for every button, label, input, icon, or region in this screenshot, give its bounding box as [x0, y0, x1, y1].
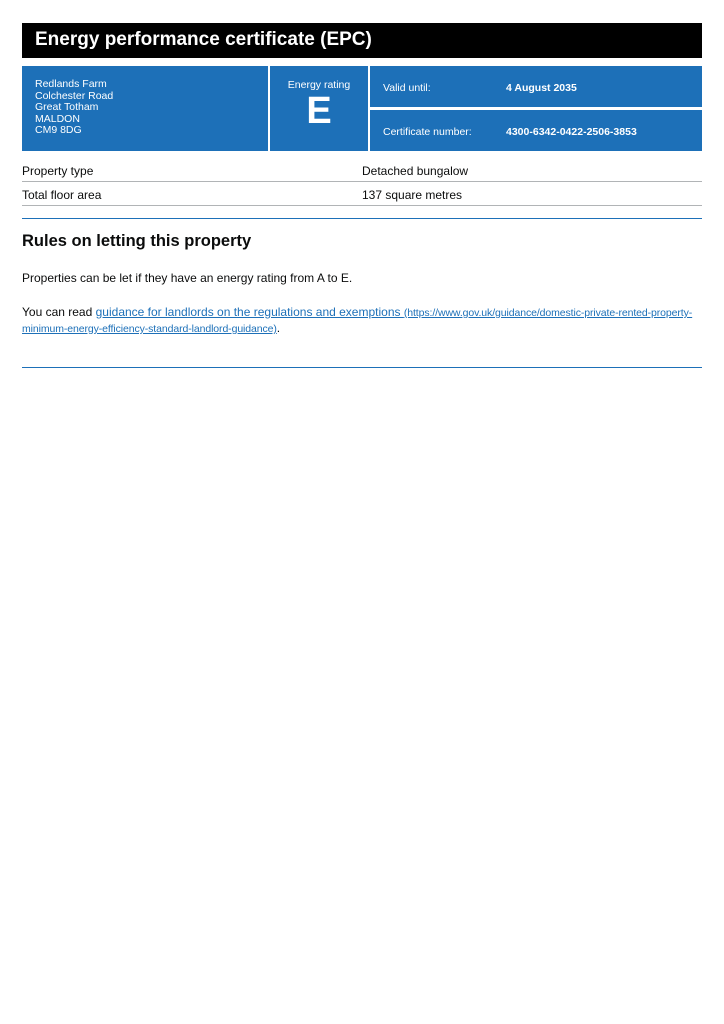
letting-rating-rule-text: Properties can be let if they have an energy rating from A to E. — [22, 271, 353, 285]
energy-rating-value: E — [306, 90, 332, 132]
valid-until-label: Valid until: — [383, 82, 431, 94]
address-line: MALDON — [35, 112, 80, 125]
property-type-label: Property type — [22, 164, 94, 178]
certificate-number-value: 4300-6342-0422-2506-3853 — [506, 126, 637, 138]
certificate-number-box — [370, 110, 702, 151]
landlord-guidance-link-url: (https://www.gov.uk/guidance/domestic-private-rented-property-minimum-energy-efficiency-standard-landlord-guidance) — [22, 307, 693, 335]
floor-area-row — [22, 184, 702, 206]
address-line: Great Totham — [35, 101, 99, 114]
property-type-row — [22, 160, 702, 182]
floor-area-label: Total floor area — [22, 188, 102, 202]
landlord-guidance-link-text: guidance for landlords on the regulations and exemptions — [95, 305, 401, 319]
section-divider — [22, 218, 702, 219]
letting-rules-heading: Rules on letting this property — [22, 232, 252, 250]
valid-until-box — [370, 66, 702, 107]
property-address — [22, 66, 268, 151]
address-line: CM9 8DG — [35, 124, 82, 137]
floor-area-value: 137 square metres — [362, 188, 463, 202]
valid-until-value: 4 August 2035 — [506, 82, 577, 94]
certificate-number-label: Certificate number: — [383, 126, 472, 138]
property-type-value: Detached bungalow — [362, 164, 469, 178]
guidance-prefix-text: You can read — [22, 305, 96, 319]
energy-rating-box — [270, 66, 368, 151]
address-line: Colchester Road — [35, 89, 114, 102]
guidance-suffix-text: . — [276, 321, 281, 335]
landlord-guidance-paragraph — [22, 305, 702, 337]
landlord-guidance-link[interactable] — [22, 305, 692, 335]
section-divider-bottom — [22, 367, 702, 368]
page-title: Energy performance certificate (EPC) — [22, 23, 702, 58]
energy-rating-label: Energy rating — [287, 79, 351, 91]
address-line: Redlands Farm — [35, 78, 107, 90]
